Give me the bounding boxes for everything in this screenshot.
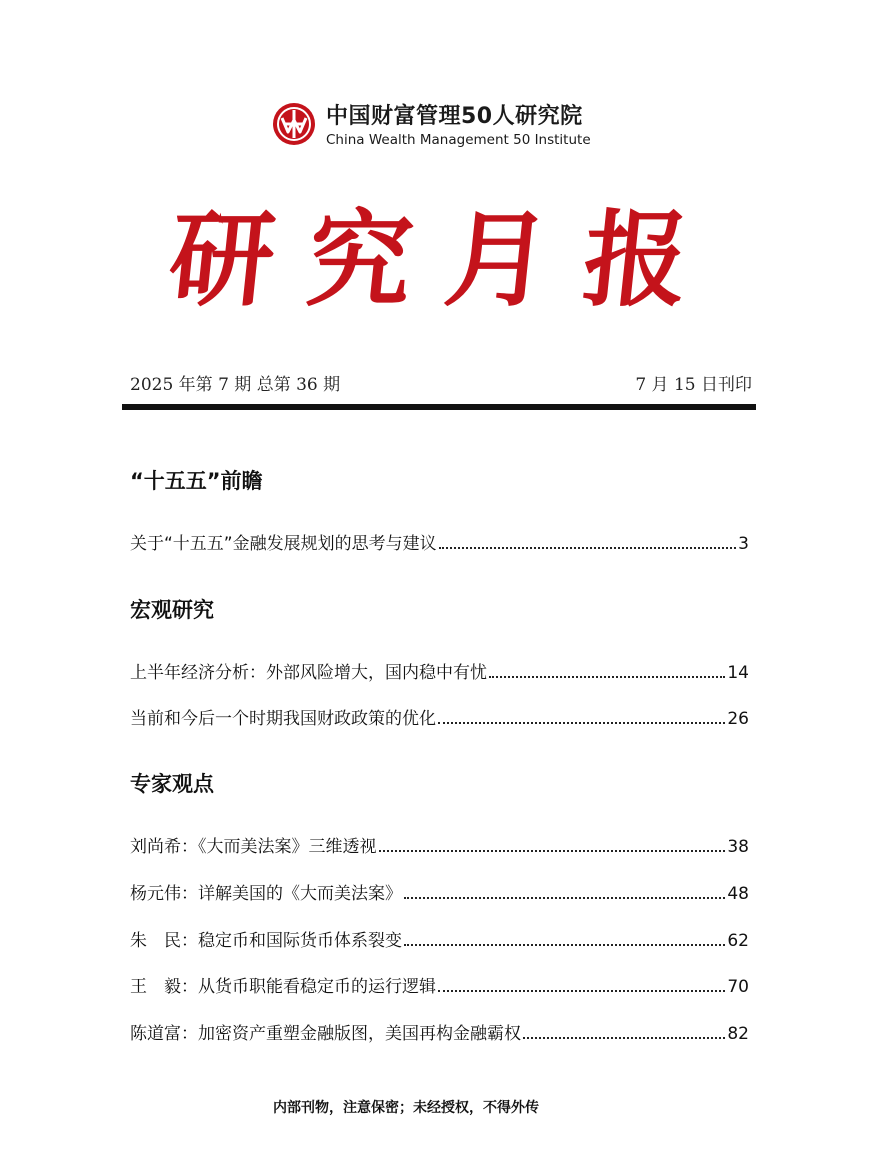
toc-entry-title: 刘尚希：《大而美法案》三维透视	[130, 837, 377, 857]
toc-entry-page: 3	[738, 534, 749, 554]
toc-entry-page: 70	[727, 977, 749, 997]
toc-leader-dots	[439, 547, 737, 549]
toc-entry-title: 关于“十五五”金融发展规划的思考与建议	[130, 534, 437, 554]
toc-leader-dots	[379, 850, 726, 852]
toc-entry-title: 王 毅：从货币职能看稳定币的运行逻辑	[130, 977, 436, 997]
toc-entry[interactable]	[130, 704, 749, 730]
toc-entry[interactable]	[130, 1019, 749, 1045]
toc-entry-page: 62	[727, 931, 749, 951]
section-title-macro: 宏观研究	[130, 598, 214, 622]
toc-entry-page: 38	[727, 837, 749, 857]
org-name-cn: 中国财富管理50人研究院	[326, 104, 583, 129]
header-divider	[122, 404, 756, 410]
toc-entry-title: 当前和今后一个时期我国财政政策的优化	[130, 709, 436, 729]
toc-entry-page: 14	[727, 663, 749, 683]
toc-entry[interactable]	[130, 926, 749, 952]
report-title: 研究月报	[163, 198, 729, 321]
section-title-experts: 专家观点	[130, 772, 214, 796]
toc-leader-dots	[523, 1037, 725, 1039]
toc-entry-title: 杨元伟：详解美国的《大而美法案》	[130, 884, 402, 904]
toc-leader-dots	[489, 676, 725, 678]
toc-leader-dots	[438, 990, 725, 992]
print-date: 7 月 15 日刊印	[635, 375, 752, 395]
toc-entry[interactable]	[130, 658, 749, 684]
toc-leader-dots	[404, 944, 725, 946]
toc-entry-title: 上半年经济分析：外部风险增大，国内稳中有忧	[130, 663, 487, 683]
cwm50-seal-icon	[272, 102, 316, 146]
section-title-outlook: “十五五”前瞻	[130, 469, 263, 493]
toc-entry[interactable]	[130, 529, 749, 555]
header-logo	[272, 99, 612, 155]
toc-entry-page: 26	[727, 709, 749, 729]
toc-entry-title: 陈道富：加密资产重塑金融版图，美国再构金融霸权	[130, 1024, 521, 1044]
org-name-en: China Wealth Management 50 Institute	[326, 132, 591, 148]
toc-leader-dots	[404, 897, 725, 899]
toc-entry[interactable]	[130, 972, 749, 998]
toc-entry-title: 朱 民：稳定币和国际货币体系裂变	[130, 931, 402, 951]
toc-entry[interactable]	[130, 879, 749, 905]
issue-info	[130, 370, 752, 396]
toc-leader-dots	[438, 722, 725, 724]
toc-entry[interactable]	[130, 832, 749, 858]
confidentiality-notice: 内部刊物，注意保密；未经授权，不得外传	[273, 1100, 539, 1116]
toc-entry-page: 48	[727, 884, 749, 904]
issue-number: 2025 年第 7 期 总第 36 期	[130, 375, 341, 395]
toc-entry-page: 82	[727, 1024, 749, 1044]
